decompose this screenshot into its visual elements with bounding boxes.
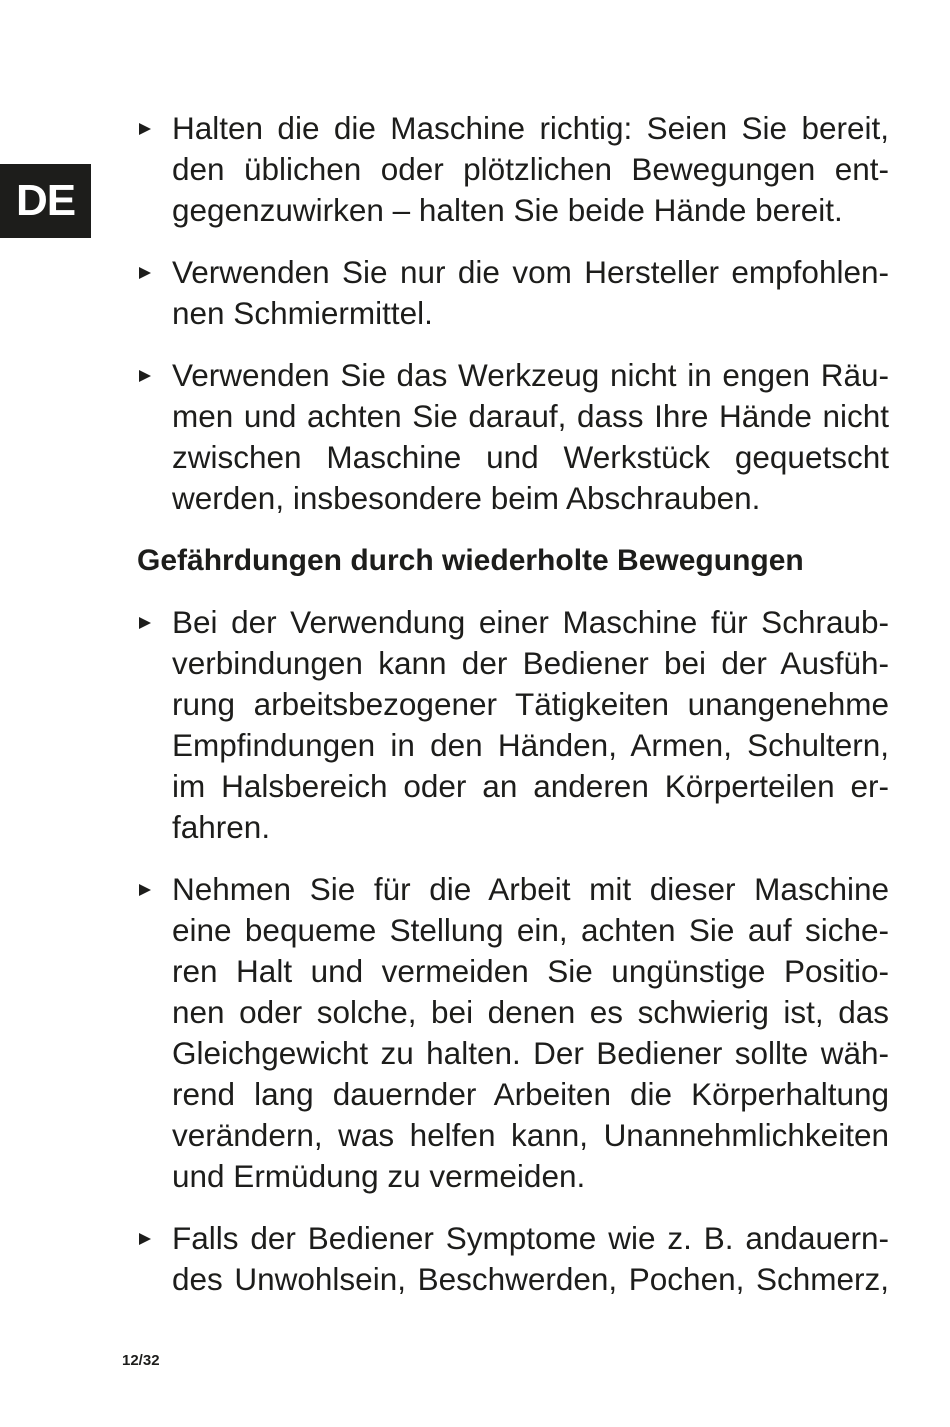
triangle-right-icon	[139, 1233, 151, 1245]
list-item	[137, 355, 889, 519]
text-line: des Unwohlsein, Beschwerden, Pochen, Schmerz,	[172, 1261, 889, 1297]
text-line: Verwenden Sie das Werkzeug nicht in engen Räu-	[172, 357, 889, 393]
list-item	[137, 108, 889, 231]
triangle-right-icon	[139, 123, 151, 135]
text-line: Halten die die Maschine richtig: Seien Sie bereit,	[172, 110, 889, 146]
page-content	[137, 108, 889, 1300]
text-line: eine bequeme Stellung ein, achten Sie auf siche-	[172, 912, 889, 948]
text-line: Empfindungen in den Händen, Armen, Schultern,	[172, 727, 889, 763]
text-line: nen Schmiermittel.	[172, 295, 433, 331]
text-line: ren Halt und vermeiden Sie ungünstige Positio-	[172, 953, 889, 989]
text-line: verbindungen kann der Bediener bei der Ausfüh-	[172, 645, 889, 681]
triangle-right-icon	[139, 267, 151, 279]
text-line: verändern, was helfen kann, Unannehmlichkeiten	[172, 1117, 889, 1153]
list-item	[137, 602, 889, 848]
text-line: nen oder solche, bei denen es schwierig ist, das	[172, 994, 889, 1030]
text-line: gegenzuwirken – halten Sie beide Hände bereit.	[172, 192, 843, 228]
text-line: und Ermüdung zu vermeiden.	[172, 1158, 586, 1194]
page-number: 12/32	[122, 1352, 160, 1369]
text-line: Gleichgewicht zu halten. Der Bediener sollte wäh-	[172, 1035, 889, 1071]
text-line: werden, insbesondere beim Abschrauben.	[172, 480, 761, 516]
triangle-right-icon	[139, 617, 151, 629]
text-line: men und achten Sie darauf, dass Ihre Hände nicht	[172, 398, 889, 434]
text-line: Falls der Bediener Symptome wie z. B. andauern-	[172, 1220, 889, 1256]
text-line: im Halsbereich oder an anderen Körperteilen er-	[172, 768, 889, 804]
list-item	[137, 1218, 889, 1300]
text-line: Verwenden Sie nur die vom Hersteller empfohlen-	[172, 254, 889, 290]
text-line: rend lang dauernder Arbeiten die Körperhaltung	[172, 1076, 889, 1112]
list-item	[137, 869, 889, 1197]
triangle-right-icon	[139, 370, 151, 382]
text-line: den üblichen oder plötzlichen Bewegungen ent-	[172, 151, 889, 187]
text-line: Nehmen Sie für die Arbeit mit dieser Maschine	[172, 871, 889, 907]
triangle-right-icon	[139, 884, 151, 896]
text-line: fahren.	[172, 809, 271, 845]
text-line: zwischen Maschine und Werkstück gequetscht	[172, 439, 889, 475]
section-heading: Gefährdungen durch wiederholte Bewegungen	[137, 544, 804, 577]
language-tab: DE	[0, 164, 91, 238]
text-line: Bei der Verwendung einer Maschine für Schraub-	[172, 604, 889, 640]
text-line: rung arbeitsbezogener Tätigkeiten unangenehme	[172, 686, 889, 722]
list-item	[137, 252, 889, 334]
